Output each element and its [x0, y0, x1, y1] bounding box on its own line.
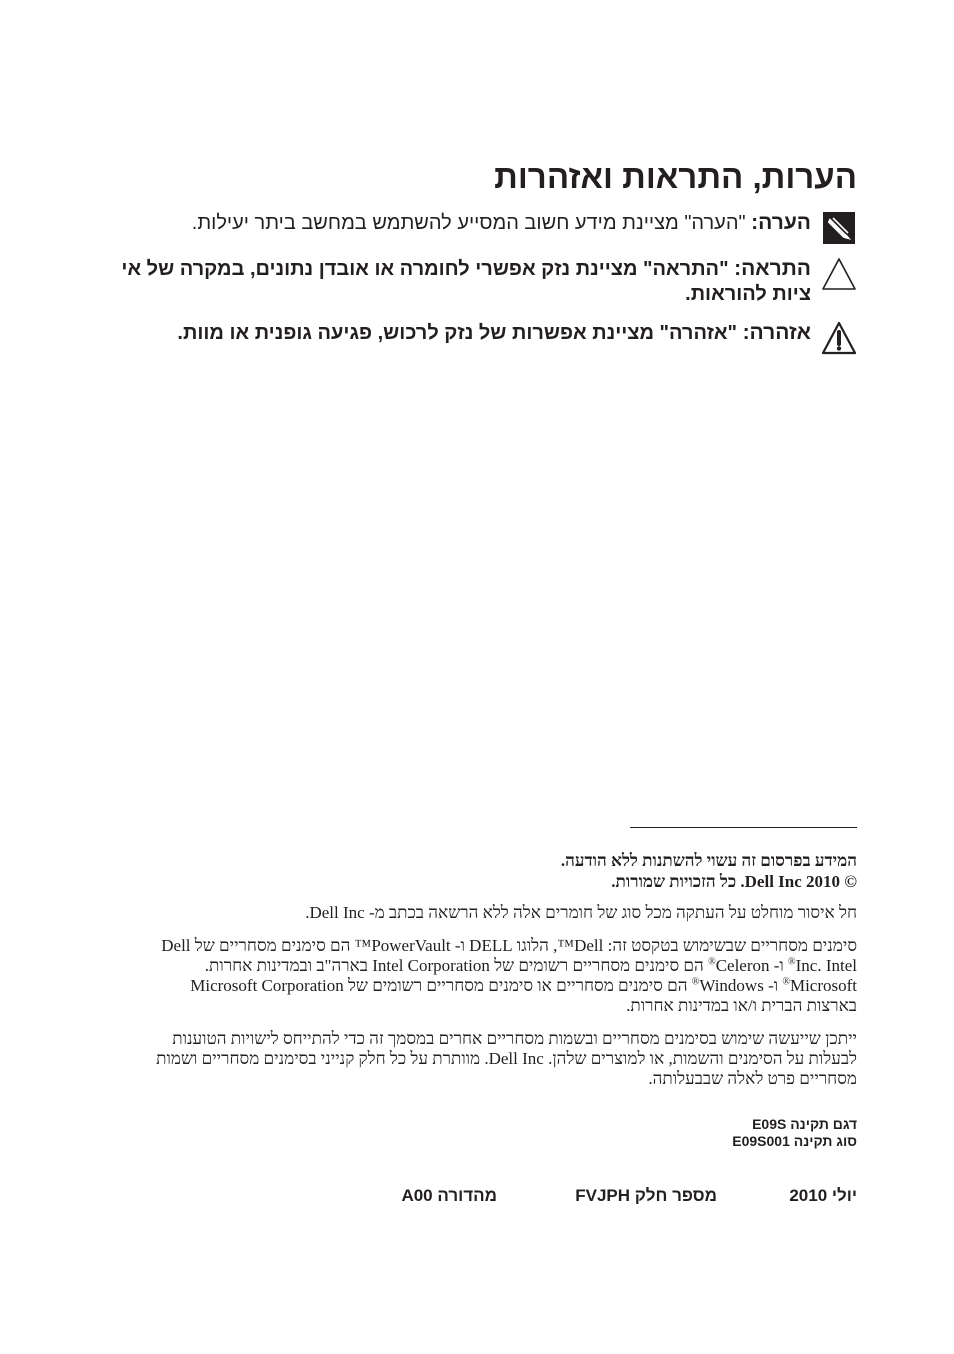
warning-label: אזהרה: [742, 321, 811, 344]
warning-exclamation-icon [821, 320, 857, 356]
footer-date: יולי 2010 [789, 1186, 857, 1205]
other-trademarks-paragraph: ייתכן שייעשה שימוש בסימנים מסחריים ובשמות מסחריים אחרים במסמך זה כדי להתייחס לישויות הטוענות לבעלות על הסימנים והשמות, או למוצרים שלהן. Dell Inc. מוותרת על כל חלק קנייני בסימנים מסחריים ושמות מסחריים פרט לאלה שבבעלותה. [156, 1029, 857, 1088]
reproduction-notice: חל איסור מוחלט על העתקה מכל סוג של חומרים אלה ללא הרשאה בכתב מ- Dell Inc. [305, 903, 857, 922]
warning-text: "אזהרה" מציינת אפשרות של נזק לרכוש, פגיעה גופנית או מוות. [177, 322, 737, 344]
caution-text: "התראה" מציינת נזק אפשרי לחומרה או אובדן נתונים, במקרה של אי ציות להוראות. [121, 258, 811, 305]
footer [401, 1186, 857, 1210]
footer-part-number: מספר חלק FVJPH [575, 1186, 717, 1205]
note-pencil-icon [821, 210, 857, 246]
page-title: הערות, התראות ואזהרות [494, 158, 857, 195]
trademarks-paragraph: סימנים מסחריים שבשימוש בטקסט זה: Dell™, הלוגו DELL ו- PowerVault™ הם סימנים מסחריים של Dell Inc. Intel® ו- Celeron® הם סימנים מסחריים רשומים של Intel Corporation בארה"ב ובמדינות אחרות. Microsoft® ו- Windows® הם סימנים מסחריים או סימנים מסחריים רשומים של Microsoft Corporation בארצות הברית ו/או במדינות אחרות. [161, 936, 857, 1015]
regulatory-type: סוג תקינה E09S001 [732, 1133, 857, 1149]
warning-block [100, 320, 857, 356]
note-label: הערה: [751, 211, 811, 234]
caution-label: התראה: [734, 257, 811, 280]
separator-rule [630, 827, 857, 828]
footer-revision: מהדורה A00 [401, 1186, 497, 1205]
caution-triangle-icon [821, 256, 857, 292]
regulatory-model: דגם תקינה E09S [752, 1116, 857, 1132]
note-text: "הערה" מציינת מידע חשוב המסייע להשתמש במחשב ביתר יעילות. [191, 212, 746, 234]
caution-block [100, 256, 857, 307]
copyright-line: © 2010 Dell Inc. כל הזכויות שמורות. [611, 872, 857, 891]
note-block [100, 210, 857, 246]
legal-notice-line: המידע בפרסום זה עשוי להשתנות ללא הודעה. [560, 851, 857, 870]
